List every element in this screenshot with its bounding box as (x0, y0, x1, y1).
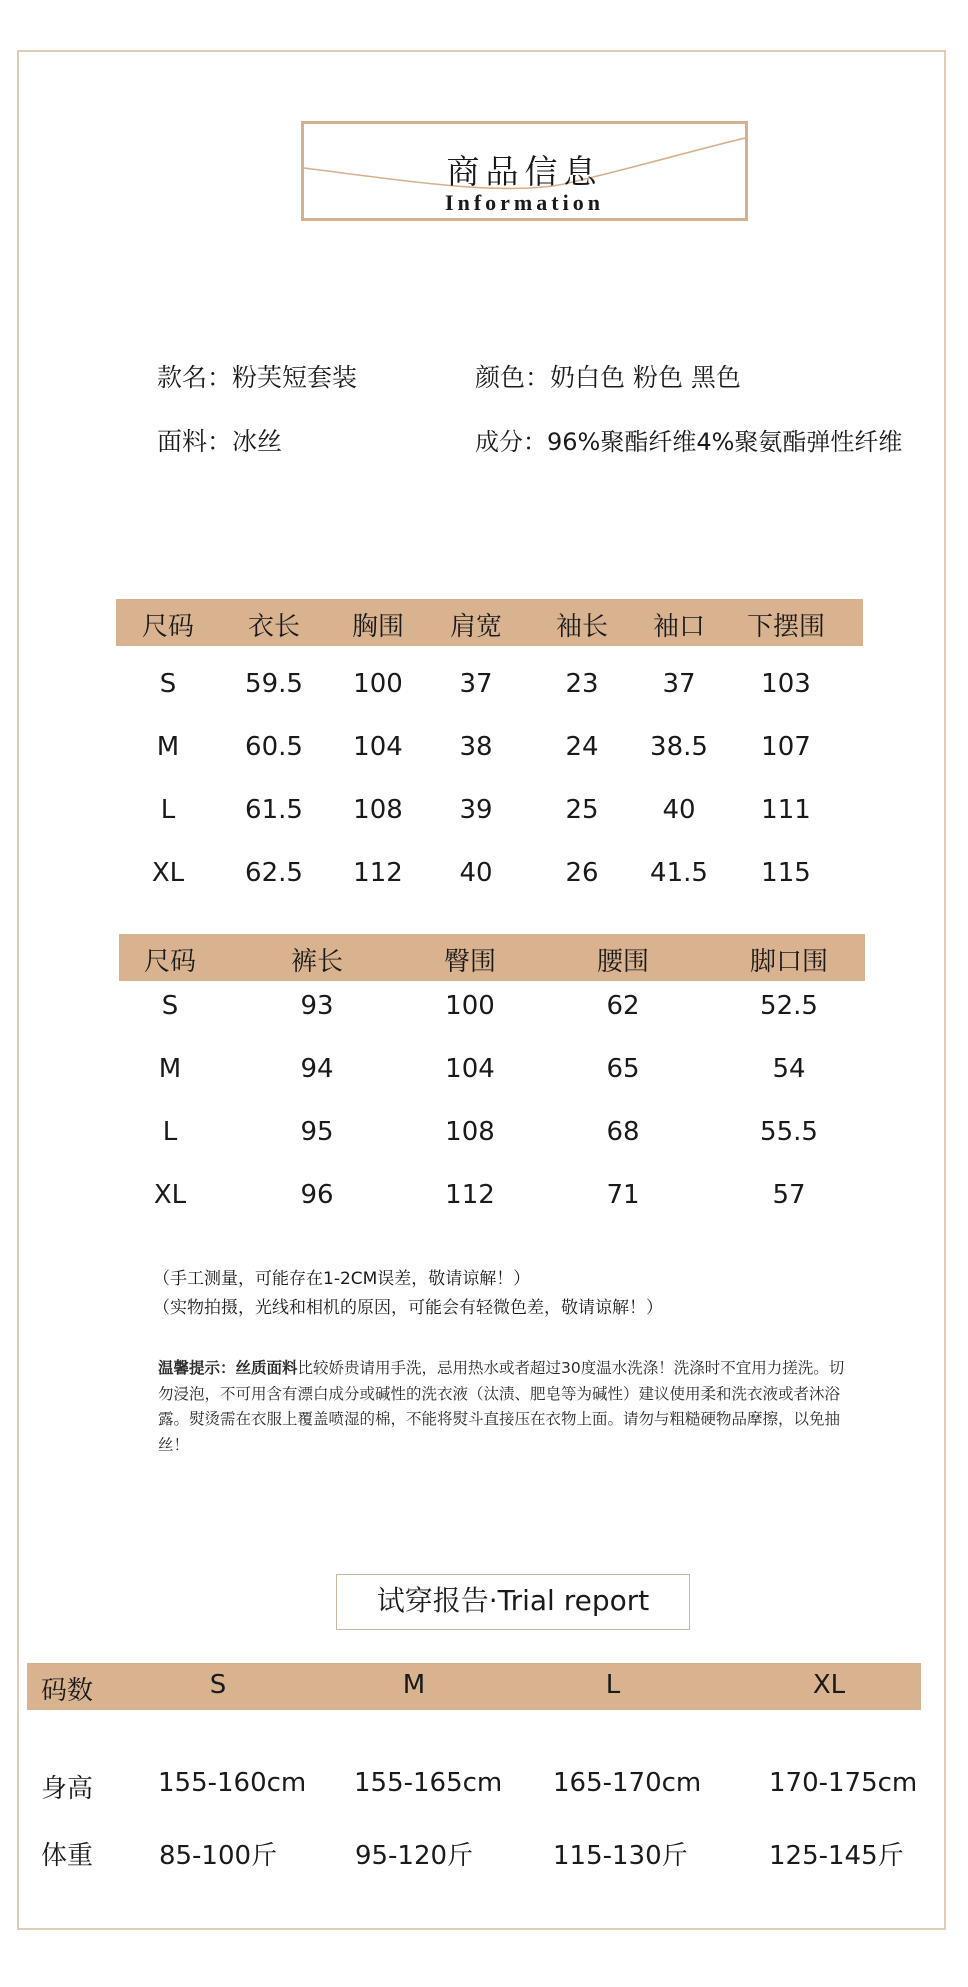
tips-label: 温馨提示： (158, 1359, 236, 1377)
table-cell: 61.5 (245, 795, 303, 825)
table-cell: 108 (445, 1117, 495, 1147)
row-label: M (158, 1054, 182, 1084)
table-cell: 41.5 (650, 858, 708, 888)
table-cell: 24 (565, 732, 599, 762)
measure-note: （手工测量，可能存在1-2CM误差，敬请谅解！） (153, 1269, 531, 1289)
table-cell: 95 (300, 1117, 334, 1147)
table-cell: 104 (445, 1054, 495, 1084)
row-label: XL (153, 1180, 187, 1210)
colors-text: 颜色：奶白色 粉色 黑色 (475, 363, 741, 392)
section-title-cn: 商品信息 (446, 152, 603, 191)
table-cell: 59.5 (245, 669, 303, 699)
table-cell: 54 (772, 1054, 806, 1084)
table-cell: 37 (662, 669, 696, 699)
column-header: 腰围 (596, 947, 649, 977)
table-cell: 107 (761, 732, 811, 762)
table-cell: 57 (772, 1180, 806, 1210)
row-label: L (162, 1117, 178, 1147)
column-header: 衣长 (247, 612, 300, 642)
care-tips (158, 1356, 848, 1458)
table-cell: 26 (565, 858, 599, 888)
table-cell: 38.5 (650, 732, 708, 762)
column-header: 尺码 (141, 612, 194, 642)
table-cell: 37 (459, 669, 493, 699)
row-label: XL (151, 858, 185, 888)
tips-highlight: 丝质面料 (235, 1359, 298, 1377)
column-header: 臀围 (443, 947, 496, 977)
table-cell: 25 (565, 795, 599, 825)
table-cell: 155-160cm (158, 1768, 307, 1798)
row-label: S (161, 991, 179, 1021)
table-cell: 104 (353, 732, 403, 762)
table-cell: 108 (353, 795, 403, 825)
table-cell: 103 (761, 669, 811, 699)
table-cell: 100 (445, 991, 495, 1021)
column-header: 尺码 (143, 947, 196, 977)
row-label: 体重 (40, 1841, 93, 1871)
table-cell: 112 (353, 858, 403, 888)
column-header: 袖口 (652, 612, 705, 642)
table-cell: 39 (459, 795, 493, 825)
table-cell: 96 (300, 1180, 334, 1210)
style-name: 款名：粉芙短套装 (157, 363, 358, 392)
table-cell: 165-170cm (553, 1768, 702, 1798)
table-cell: 40 (459, 858, 493, 888)
column-header: M (402, 1670, 426, 1700)
table-cell: 115-130斤 (553, 1841, 688, 1871)
table-cell: 125-145斤 (769, 1841, 904, 1871)
column-header: 码数 (40, 1676, 93, 1706)
row-label: M (156, 732, 180, 762)
table-cell: 115 (761, 858, 811, 888)
table-cell: 111 (761, 795, 811, 825)
pants-size-table (119, 934, 865, 1224)
column-header: 胸围 (351, 612, 404, 642)
table-cell: 95-120斤 (354, 1841, 474, 1871)
table-cell: 71 (606, 1180, 640, 1210)
fabric-text: 面料：冰丝 (157, 427, 283, 456)
table-cell: 155-165cm (354, 1768, 503, 1798)
trial-report-title: 试穿报告·Trial report (336, 1574, 690, 1630)
column-header: XL (812, 1670, 846, 1700)
table-cell: 62 (606, 991, 640, 1021)
table-cell: 100 (353, 669, 403, 699)
table-cell: 60.5 (245, 732, 303, 762)
column-header: S (209, 1670, 227, 1700)
column-header: 下摆围 (746, 612, 825, 642)
table-cell: 55.5 (760, 1117, 818, 1147)
table-cell: 94 (300, 1054, 334, 1084)
row-label: S (159, 669, 177, 699)
table-cell: 38 (459, 732, 493, 762)
top-size-table (116, 599, 863, 889)
trial-report-table (27, 1663, 921, 1871)
table-cell: 85-100斤 (158, 1841, 278, 1871)
table-cell: 68 (606, 1117, 640, 1147)
composition-text: 成分：96%聚酯纤维4%聚氨酯弹性纤维 (475, 428, 903, 456)
table-cell: 93 (300, 991, 334, 1021)
column-header: 脚口围 (749, 947, 828, 977)
row-label: 身高 (40, 1774, 93, 1804)
row-label: L (160, 795, 176, 825)
table-cell: 52.5 (760, 991, 818, 1021)
column-header: 肩宽 (449, 612, 502, 642)
table-cell: 65 (606, 1054, 640, 1084)
table-cell: 23 (565, 669, 599, 699)
column-header: L (605, 1670, 621, 1700)
column-header: 裤长 (290, 947, 343, 977)
table-cell: 170-175cm (769, 1768, 918, 1798)
section-title-en: Information (445, 190, 604, 215)
table-cell: 62.5 (245, 858, 303, 888)
section-title-box (301, 121, 748, 221)
tips-body: 比较娇贵请用手洗，忌用热水或者超过30度温水洗涤！洗涤时不宜用力搓洗。切勿浸泡，不可用含有漂白成分或碱性的洗衣液（汰渍、肥皂等为碱性）建议使用柔和洗衣液或者沐浴露。熨烫需在衣服上覆盖喷湿的棉，不能将熨斗直接压在衣物上面。请勿与粗糙硬物品摩擦，以免抽丝！ (158, 1359, 845, 1454)
table-cell: 112 (445, 1180, 495, 1210)
color-note: （实物拍摄，光线和相机的原因，可能会有轻微色差，敬请谅解！） (153, 1298, 663, 1318)
table-cell: 40 (662, 795, 696, 825)
column-header: 袖长 (555, 612, 608, 642)
